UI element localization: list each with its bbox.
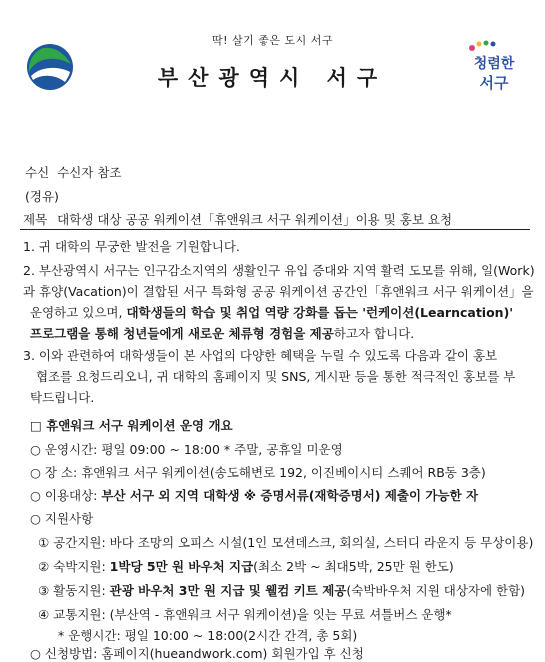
support-title: ○ 지원사항 <box>30 511 94 526</box>
support-transport: ④ 교통지원: (부산역 - 휴앤워크 서구 워케이션)을 잇는 무료 셔틀버스 운행* <box>38 607 452 622</box>
eligibility-value: 부산 서구 외 지역 대학생 ※ 증명서류(재학증명서) 제출이 가능한 자 <box>101 488 479 503</box>
recipient-value: 수신자 참조 <box>57 165 122 180</box>
paragraph-2-line-3 <box>30 303 513 321</box>
svg-text:서구: 서구 <box>479 74 509 92</box>
eligibility <box>30 486 478 504</box>
overview-title: □ 휴앤워크 서구 워케이션 운영 개요 <box>30 418 233 433</box>
organization-name: 부산광역시 서구 <box>157 66 388 90</box>
subject-value: 대학생 대상 공공 워케이션「휴앤워크 서구 워케이션」이용 및 홍보 요청 <box>57 212 453 227</box>
location: ○ 장 소: 휴앤워크 서구 워케이션(송도해변로 192, 이진베이시티 스퀘어 RB동 3층) <box>30 465 486 480</box>
integrity-seal-icon <box>464 38 524 100</box>
paragraph-2-text: 운영하고 있으며, <box>30 305 127 320</box>
shuttle-schedule-note: * 운행시간: 평일 10:00 ~ 18:00(2시간 간격, 총 5회) <box>58 628 358 643</box>
paragraph-2-emphasis: 대학생들의 학습 및 취업 역량 강화를 돕는 '런케이션(Learncation)' <box>126 305 514 320</box>
paragraph-2-line-1: 2. 부산광역시 서구는 인구감소지역의 생활인구 유입 증대와 지역 활력 도모를 위해, 일(Work) <box>23 263 535 278</box>
paragraph-2-line-2: 과 휴양(Vacation)이 결합된 서구 특화형 공공 워케이션 공간인「휴앤워크 서구 워케이션」을 <box>23 284 534 299</box>
via-label: (경유) <box>25 189 59 204</box>
recipient-label: 수신 <box>25 165 50 180</box>
support-activity <box>38 581 525 599</box>
divider <box>20 229 530 230</box>
paragraph-2-tail: 하고자 합니다. <box>333 326 415 341</box>
support-lodging <box>38 557 454 575</box>
paragraph-2-emphasis-cont: 프로그램을 통해 청년들에게 새로운 체류형 경험을 제공 <box>30 326 334 341</box>
paragraph-3-line-1: 3. 이와 관련하여 대학생들이 본 사업의 다양한 혜택을 누릴 수 있도록 다음과 같이 홍보 <box>23 348 498 363</box>
recipient-line <box>25 163 122 181</box>
application-method: ○ 신청방법: 홈페이지(hueandwork.com) 회원가입 후 신청 <box>30 646 364 661</box>
slogan: 딱! 살기 좋은 도시 서구 <box>211 34 334 47</box>
lodging-limit: (최소 2박 ~ 최대5박, 25만 원 한도) <box>253 559 454 574</box>
letterhead <box>0 0 545 110</box>
lodging-label: ② 숙박지원: <box>38 559 110 574</box>
subject-label: 제목 <box>23 212 48 227</box>
operating-hours: ○ 운영시간: 평일 09:00 ~ 18:00 * 주말, 공휴일 미운영 <box>30 442 343 457</box>
activity-label: ③ 활동지원: <box>38 583 110 598</box>
subject-line <box>23 210 452 228</box>
lodging-voucher: 1박당 5만 원 바우처 지급 <box>109 559 254 574</box>
eligibility-label: ○ 이용대상: <box>30 488 102 503</box>
paragraph-3-line-2: 협조를 요청드리오니, 귀 대학의 홈페이지 및 SNS, 게시판 등을 통한 적극적인 홍보를 부 <box>36 369 516 384</box>
svg-text:청렴한: 청렴한 <box>473 56 515 72</box>
paragraph-2-line-4 <box>30 324 414 342</box>
activity-condition: (숙박바우처 지원 대상자에 한함) <box>346 583 526 598</box>
support-space: ① 공간지원: 바다 조망의 오피스 시설(1인 모션데스크, 회의실, 스터디 라운지 등 무상이용) <box>38 535 534 550</box>
activity-voucher: 관광 바우처 3만 원 지급 및 웰컴 키트 제공 <box>109 583 347 598</box>
paragraph-3-line-3: 탁드립니다. <box>30 390 95 405</box>
paragraph-1: 1. 귀 대학의 무궁한 발전을 기원합니다. <box>23 239 240 254</box>
